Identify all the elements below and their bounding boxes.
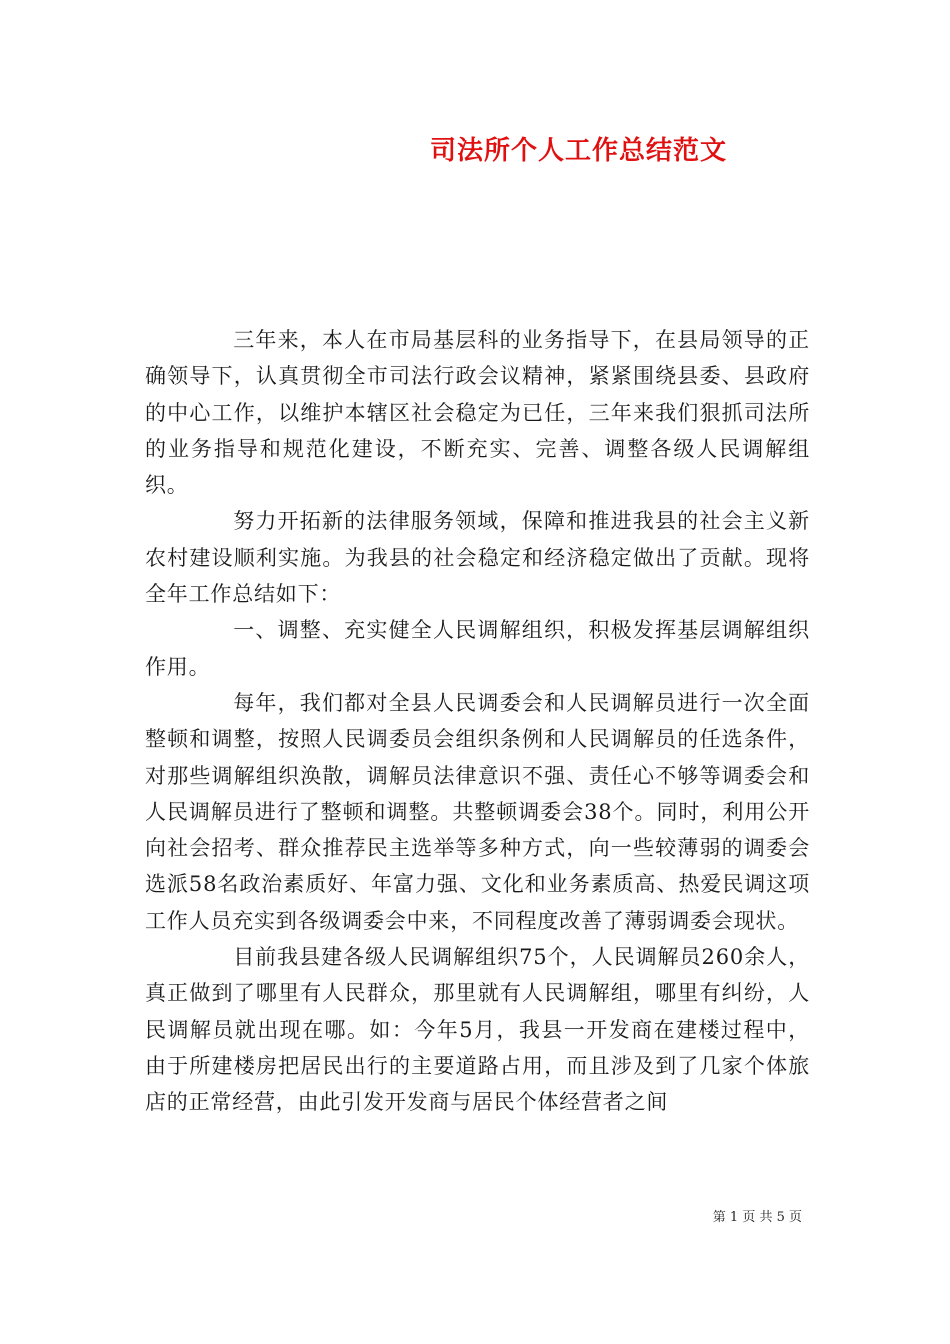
section-heading-1: 一、调整、充实健全人民调解组织，积极发挥基层调解组织作用。 — [145, 618, 810, 679]
paragraph-2: 努力开拓新的法律服务领域，保障和推进我县的社会主义新农村建设顺利实施。为我县的社会稳定和经济稳定做出了贡献。现将全年工作总结如下： — [145, 509, 810, 607]
document-title: 司法所个人工作总结范文 — [430, 136, 728, 166]
paragraph-4: 目前我县建各级人民调解组织75个，人民调解员260余人，真正做到了哪里有人民群众，那里就有人民调解组，哪里有纠纷，人民调解员就出现在哪。如：今年5月，我县一开发商在建楼过程中，由于所建楼房把居民出行的主要道路占用，而且涉及到了几家个体旅店的正常经营，由此引发开发商与居民个体经营者之间 — [145, 945, 810, 1115]
paragraph-1: 三年来，本人在市局基层科的业务指导下，在县局领导的正确领导下，认真贯彻全市司法行政会议精神，紧紧围绕县委、县政府的中心工作，以维护本辖区社会稳定为已任，三年来我们狠抓司法所的业务指导和规范化建设，不断充实、完善、调整各级人民调解组织。 — [145, 328, 810, 498]
page-number-footer: 第 1 页 共 5 页 — [712, 1210, 802, 1225]
paragraph-3: 每年，我们都对全县人民调委会和人民调解员进行一次全面整顿和调整，按照人民调委员会组织条例和人民调解员的任选条件，对那些调解组织涣散，调解员法律意识不强、责任心不够等调委会和人民调解员进行了整顿和调整。共整顿调委会38个。同时，利用公开向社会招考、群众推荐民主选举等多种方式，向一些较薄弱的调委会选派58名政治素质好、年富力强、文化和业务素质高、热爱民调这项工作人员充实到各级调委会中来，不同程度改善了薄弱调委会现状。 — [145, 690, 810, 933]
document-body — [145, 322, 810, 1121]
